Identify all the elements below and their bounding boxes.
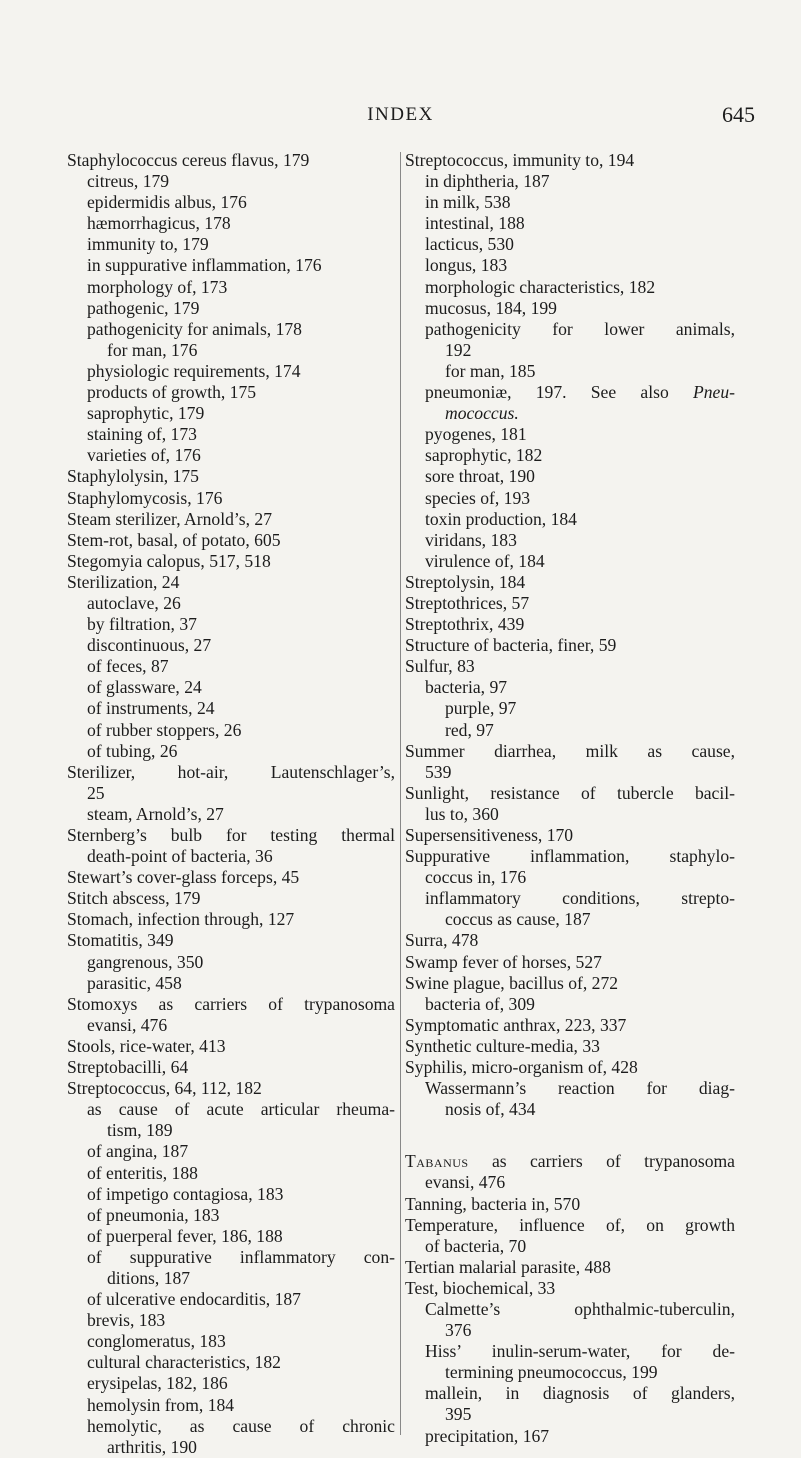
entry-text: morphologic characteristics, 182 — [425, 276, 656, 297]
entry-text: Hiss’ inulin-serum-water, for de- — [425, 1341, 735, 1362]
index-subentry — [67, 1015, 395, 1036]
entry-text: Streptothrices, 57 — [405, 592, 530, 613]
index-subentry — [67, 1184, 395, 1205]
entry-text: products of growth, 175 — [87, 382, 257, 403]
entry-text: parasitic, 458 — [87, 972, 182, 993]
entry-text: virulence of, 184 — [425, 550, 545, 571]
entry-text: epidermidis albus, 176 — [87, 192, 247, 213]
entry-text: pneumoniæ, 197. See also — [425, 382, 669, 403]
index-subentry — [67, 720, 395, 741]
entry-text: Wassermann’s reaction for diag- — [425, 1078, 735, 1099]
entry-text: hemolysin from, 184 — [87, 1394, 235, 1415]
entry-text: bacteria, 97 — [425, 677, 508, 698]
index-entry — [67, 509, 395, 530]
index-subentry — [405, 213, 735, 234]
index-subentry — [405, 255, 735, 276]
index-entry — [405, 973, 735, 994]
index-entry — [67, 888, 395, 909]
page-number: 645 — [722, 102, 755, 127]
entry-text: intestinal, 188 — [425, 213, 525, 234]
entry-text: conglomeratus, 183 — [87, 1331, 226, 1352]
entry-text: by filtration, 37 — [87, 614, 197, 635]
entry-text: saprophytic, 182 — [425, 445, 543, 466]
entry-text: sore throat, 190 — [425, 466, 535, 487]
index-subentry — [67, 361, 395, 382]
entry-text: Streptobacilli, 64 — [67, 1057, 189, 1078]
entry-text: Staphylomycosis, 176 — [67, 487, 223, 508]
index-subentry — [67, 1352, 395, 1373]
index-subentry — [405, 530, 735, 551]
index-subentry — [67, 1289, 395, 1310]
entry-text: Stem-rot, basal, of potato, 605 — [67, 529, 281, 550]
index-entry — [67, 825, 395, 846]
index-subentry — [405, 720, 735, 741]
entry-text: red, 97 — [445, 719, 494, 740]
entry-text: discontinuous, 27 — [87, 635, 212, 656]
index-entry — [67, 1078, 395, 1099]
index-entry — [405, 741, 735, 762]
entry-text: in suppurative inflammation, 176 — [87, 255, 322, 276]
index-entry — [67, 930, 395, 951]
index-subentry — [405, 234, 735, 255]
entry-text: Stomach, infection through, 127 — [67, 909, 295, 930]
index-entry — [405, 656, 735, 677]
entry-text: Test, biochemical, 33 — [405, 1277, 556, 1298]
index-entry — [405, 1015, 735, 1036]
index-subentry — [405, 361, 735, 382]
index-entry — [405, 593, 735, 614]
entry-text: longus, 183 — [425, 255, 508, 276]
entry-text: Tabanus — [405, 1151, 469, 1172]
entry-text: of suppurative inflammatory con- — [87, 1246, 395, 1267]
entry-text: hemolytic, as cause of chronic — [87, 1415, 395, 1436]
entry-text: Supersensitiveness, 170 — [405, 825, 574, 845]
index-entry — [405, 930, 735, 951]
index-subentry — [405, 909, 735, 930]
entry-text: hæmorrhagicus, 178 — [87, 213, 231, 234]
entry-text: species of, 193 — [425, 487, 531, 508]
index-subentry — [405, 1404, 735, 1425]
index-subentry — [67, 445, 395, 466]
entry-text: precipitation, 167 — [425, 1425, 550, 1446]
entry-text: Calmette’s ophthalmic-tuberculin, — [425, 1298, 735, 1319]
entry-text: toxin production, 184 — [425, 508, 577, 529]
index-subentry — [67, 698, 395, 719]
entry-text: pyogenes, 181 — [425, 424, 527, 445]
entry-text: Streptococcus, 64, 112, 182 — [67, 1078, 262, 1099]
entry-text: Stools, rice-water, 413 — [67, 1035, 226, 1056]
index-subentry — [405, 1426, 735, 1447]
index-subentry — [405, 1078, 735, 1099]
entry-text: autoclave, 26 — [87, 592, 181, 613]
index-subentry — [67, 783, 395, 804]
index-subentry — [67, 1395, 395, 1416]
index-subentry — [67, 277, 395, 298]
index-subentry — [405, 509, 735, 530]
entry-text: ditions, 187 — [107, 1267, 191, 1288]
entry-text: coccus in, 176 — [425, 867, 527, 888]
entry-text: Stewart’s cover-glass forceps, 45 — [67, 867, 300, 888]
index-subentry — [67, 846, 395, 867]
index-subentry — [405, 298, 735, 319]
index-entry — [67, 762, 395, 783]
entry-text: erysipelas, 182, 186 — [87, 1373, 228, 1394]
index-subentry — [405, 994, 735, 1015]
entry-text: Swamp fever of horses, 527 — [405, 951, 602, 972]
index-subentry — [67, 298, 395, 319]
index-subentry — [405, 804, 735, 825]
index-entry — [67, 867, 395, 888]
index-subentry — [405, 277, 735, 298]
entry-text: Sulfur, 83 — [405, 656, 475, 677]
entry-text: Sterilization, 24 — [67, 571, 180, 592]
entry-text: in diphtheria, 187 — [425, 171, 550, 192]
entry-text: Summer diarrhea, milk as cause, — [405, 740, 735, 761]
index-subentry — [67, 1141, 395, 1162]
entry-text: Syphilis, micro-organism of, 428 — [405, 1057, 638, 1078]
entry-text: pathogenic, 179 — [87, 297, 200, 318]
index-subentry — [67, 1310, 395, 1331]
entry-text: Synthetic culture-media, 33 — [405, 1035, 600, 1056]
index-subentry — [67, 234, 395, 255]
entry-text-continuation: as carriers of trypanosoma — [468, 1151, 735, 1172]
entry-text: Tanning, bacteria in, 570 — [405, 1193, 581, 1214]
entry-text: staining of, 173 — [87, 424, 197, 445]
index-subentry — [67, 1247, 395, 1268]
entry-text: Stitch abscess, 179 — [67, 888, 201, 909]
index-subentry — [67, 1331, 395, 1352]
index-subentry — [405, 888, 735, 909]
index-column-left — [67, 150, 395, 1458]
index-subentry — [67, 1120, 395, 1141]
index-subentry — [67, 973, 395, 994]
entry-text: of puerperal fever, 186, 188 — [87, 1225, 283, 1246]
entry-text: purple, 97 — [445, 698, 517, 719]
index-entry — [67, 1036, 395, 1057]
index-subentry — [405, 1341, 735, 1362]
index-subentry — [405, 171, 735, 192]
entry-text: brevis, 183 — [87, 1310, 166, 1331]
entry-text: Streptococcus, immunity to, 194 — [405, 150, 635, 170]
entry-text: death-point of bacteria, 36 — [87, 846, 273, 867]
entry-text: Stegomyia calopus, 517, 518 — [67, 550, 271, 571]
index-subentry — [405, 698, 735, 719]
index-entry — [405, 150, 735, 171]
entry-text: Stomoxys as carriers of trypanosoma — [67, 993, 395, 1014]
entry-text: cultural characteristics, 182 — [87, 1352, 281, 1373]
index-subentry — [67, 171, 395, 192]
index-subentry — [405, 382, 735, 403]
entry-text: tism, 189 — [107, 1120, 173, 1141]
running-title: INDEX — [367, 104, 434, 125]
index-entry — [405, 952, 735, 973]
index-entry — [405, 1151, 735, 1172]
index-subentry — [405, 677, 735, 698]
entry-text: immunity to, 179 — [87, 234, 209, 255]
index-subentry — [405, 1362, 735, 1383]
entry-text: 539 — [425, 761, 452, 782]
index-entry — [405, 572, 735, 593]
entry-text: lacticus, 530 — [425, 234, 514, 255]
entry-text: mucosus, 184, 199 — [425, 297, 557, 318]
index-entry — [405, 635, 735, 656]
index-entry — [405, 1278, 735, 1299]
index-subentry — [67, 340, 395, 361]
entry-text: Temperature, influence of, on growth — [405, 1214, 735, 1235]
index-entry — [405, 614, 735, 635]
entry-text: 192 — [445, 339, 472, 360]
index-subentry — [67, 804, 395, 825]
entry-text: Surra, 478 — [405, 930, 479, 951]
section-gap — [405, 1120, 735, 1151]
entry-text: Sternberg’s bulb for testing thermal — [67, 825, 395, 845]
index-entry — [67, 1057, 395, 1078]
entry-text: Tertian malarial parasite, 488 — [405, 1256, 611, 1277]
entry-text: saprophytic, 179 — [87, 403, 205, 424]
index-subentry — [405, 192, 735, 213]
entry-text: pathogenicity for lower animals, — [425, 318, 735, 339]
index-subentry — [405, 1172, 735, 1193]
index-subentry — [405, 1236, 735, 1257]
entry-text: of angina, 187 — [87, 1141, 189, 1162]
index-subentry — [67, 1205, 395, 1226]
index-subentry — [405, 1383, 735, 1404]
index-subentry — [67, 1268, 395, 1289]
entry-text-continuation: Pneu- — [668, 382, 735, 403]
entry-text: in milk, 538 — [425, 192, 511, 213]
entry-text: bacteria of, 309 — [425, 993, 535, 1014]
index-subentry — [405, 403, 735, 424]
index-entry — [405, 1215, 735, 1236]
index-column-right — [405, 150, 735, 1447]
index-subentry — [405, 762, 735, 783]
index-entry — [405, 783, 735, 804]
entry-text: Stomatitis, 349 — [67, 930, 174, 951]
index-subentry — [67, 593, 395, 614]
index-subentry — [67, 1099, 395, 1120]
index-subentry — [67, 255, 395, 276]
entry-text: of impetigo contagiosa, 183 — [87, 1183, 284, 1204]
index-subentry — [67, 635, 395, 656]
index-subentry — [67, 656, 395, 677]
entry-text: gangrenous, 350 — [87, 951, 204, 972]
entry-text: Swine plague, bacillus of, 272 — [405, 972, 619, 993]
index-subentry — [67, 319, 395, 340]
entry-text: viridans, 183 — [425, 529, 517, 550]
index-subentry — [67, 614, 395, 635]
page-header — [0, 102, 801, 132]
index-subentry — [67, 382, 395, 403]
index-subentry — [67, 424, 395, 445]
entry-text: Structure of bacteria, finer, 59 — [405, 635, 617, 656]
index-entry — [405, 825, 735, 846]
index-entry — [405, 1036, 735, 1057]
entry-text: of pneumonia, 183 — [87, 1204, 220, 1225]
index-subentry — [405, 340, 735, 361]
index-subentry — [405, 1099, 735, 1120]
entry-text: Sterilizer, hot-air, Lautenschlager’s, — [67, 761, 395, 782]
entry-text: for man, 185 — [445, 360, 536, 381]
entry-text: evansi, 476 — [87, 1014, 168, 1035]
entry-text: evansi, 476 — [425, 1172, 506, 1193]
entry-text: of glassware, 24 — [87, 677, 202, 698]
index-subentry — [405, 319, 735, 340]
entry-text: of enteritis, 188 — [87, 1162, 198, 1183]
index-subentry — [67, 952, 395, 973]
index-subentry — [67, 741, 395, 762]
index-entry — [67, 488, 395, 509]
index-entry — [67, 150, 395, 171]
entry-text: coccus as cause, 187 — [445, 909, 591, 930]
index-subentry — [67, 213, 395, 234]
entry-text: Sunlight, resistance of tubercle bacil- — [405, 782, 735, 803]
index-entry — [405, 1057, 735, 1078]
entry-text: Steam sterilizer, Arnold’s, 27 — [67, 508, 273, 529]
index-entry — [405, 1194, 735, 1215]
entry-text: Suppurative inflammation, staphylo- — [405, 846, 735, 867]
index-subentry — [405, 466, 735, 487]
index-entry — [67, 572, 395, 593]
index-entry — [67, 530, 395, 551]
entry-text: arthritis, 190 — [107, 1436, 197, 1457]
entry-text: of bacteria, 70 — [425, 1235, 527, 1256]
entry-text: Streptothrix, 439 — [405, 614, 525, 635]
entry-text: of ulcerative endocarditis, 187 — [87, 1289, 301, 1310]
entry-text: pathogenicity for animals, 178 — [87, 318, 302, 339]
entry-text: as cause of acute articular rheuma- — [87, 1099, 395, 1120]
index-entry — [67, 466, 395, 487]
entry-text: 25 — [87, 782, 105, 803]
entry-text: of rubber stoppers, 26 — [87, 719, 242, 740]
index-subentry — [67, 403, 395, 424]
entry-text: inflammatory conditions, strepto- — [425, 888, 735, 909]
index-subentry — [67, 677, 395, 698]
entry-text: Staphylolysin, 175 — [67, 466, 199, 487]
index-subentry — [405, 1320, 735, 1341]
entry-text: Symptomatic anthrax, 223, 337 — [405, 1014, 627, 1035]
entry-text: Staphylococcus cereus flavus, 179 — [67, 150, 310, 170]
entry-text: for man, 176 — [107, 339, 198, 360]
index-entry — [405, 846, 735, 867]
index-entry — [67, 909, 395, 930]
entry-text: physiologic requirements, 174 — [87, 360, 301, 381]
index-subentry — [405, 1299, 735, 1320]
entry-text: lus to, 360 — [425, 803, 499, 824]
index-subentry — [405, 867, 735, 888]
entry-text: of tubing, 26 — [87, 740, 178, 761]
entry-text: citreus, 179 — [87, 171, 170, 192]
entry-text: of feces, 87 — [87, 656, 169, 677]
index-subentry — [67, 1373, 395, 1394]
entry-text: steam, Arnold’s, 27 — [87, 803, 224, 824]
entry-text: 376 — [445, 1320, 472, 1341]
entry-text: nosis of, 434 — [445, 1099, 536, 1120]
index-subentry — [405, 551, 735, 572]
index-entry — [405, 1257, 735, 1278]
index-subentry — [67, 1416, 395, 1437]
index-subentry — [67, 1437, 395, 1458]
index-subentry — [405, 445, 735, 466]
index-subentry — [405, 488, 735, 509]
index-entry — [67, 551, 395, 572]
index-subentry — [67, 192, 395, 213]
entry-text: varieties of, 176 — [87, 445, 201, 466]
index-entry — [67, 994, 395, 1015]
entry-text: mallein, in diagnosis of glanders, — [425, 1383, 735, 1404]
index-subentry — [405, 424, 735, 445]
entry-text: of instruments, 24 — [87, 698, 215, 719]
entry-text: termining pneumococcus, 199 — [445, 1362, 658, 1383]
index-subentry — [67, 1163, 395, 1184]
entry-text: Streptolysin, 184 — [405, 571, 526, 592]
index-subentry — [67, 1226, 395, 1247]
entry-text: mococcus. — [445, 403, 519, 424]
entry-text: morphology of, 173 — [87, 276, 228, 297]
entry-text: 395 — [445, 1404, 472, 1425]
